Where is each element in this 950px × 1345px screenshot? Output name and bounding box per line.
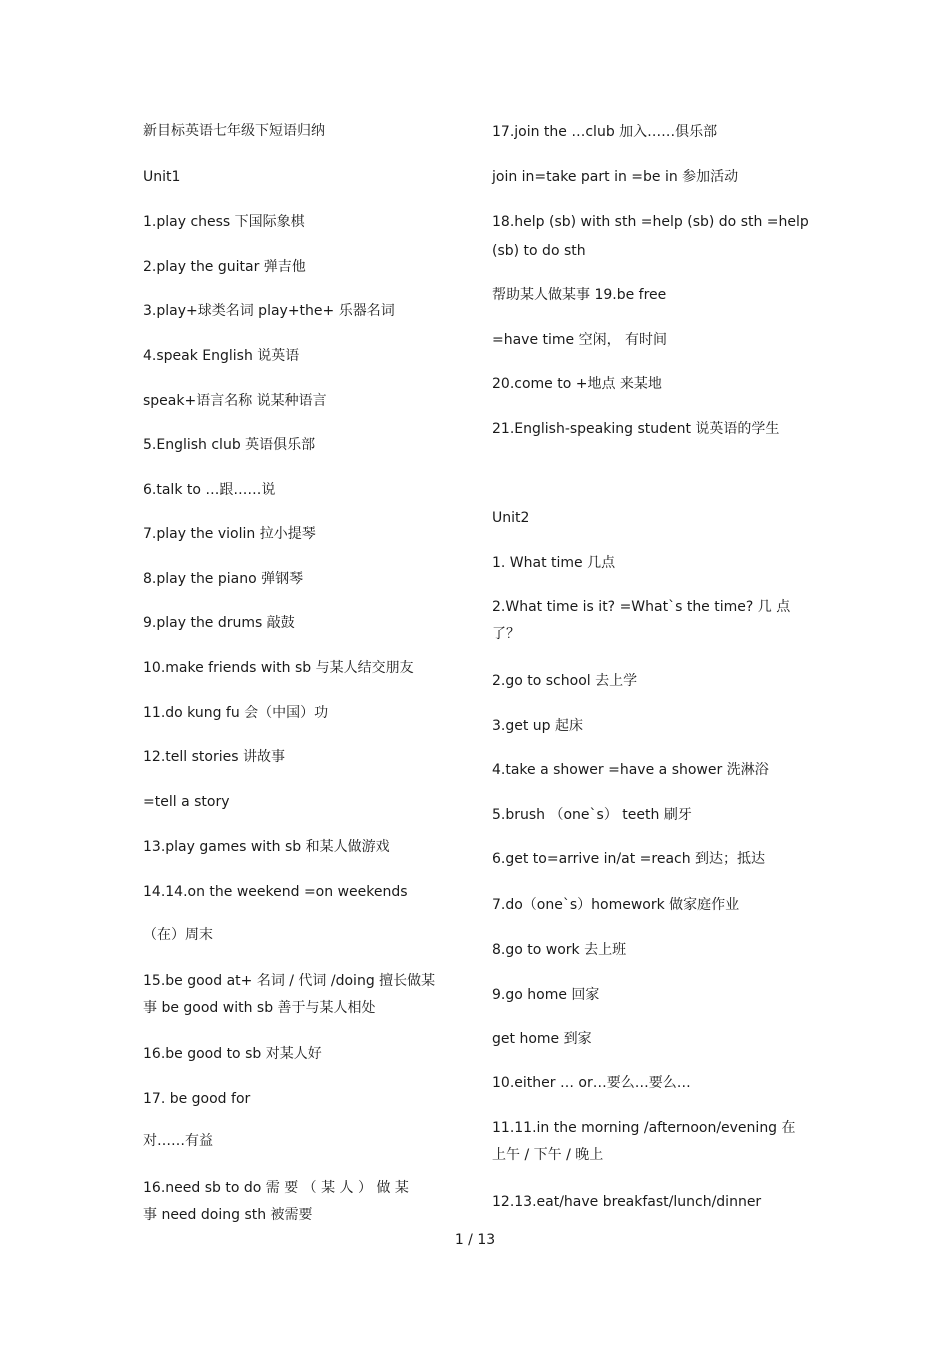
phrase-item: 2.play the guitar 弹吉他 [143, 259, 306, 275]
phrase-item: =have time 空闲， 有时间 [492, 332, 668, 348]
phrase-item: 对……有益 [143, 1133, 213, 1149]
phrase-item: 6.talk to …跟……说 [143, 482, 276, 498]
phrase-item: 12.13.eat/have breakfast/lunch/dinner [492, 1194, 762, 1210]
phrase-item: 16.need sb to do 需 要 （ 某 人 ） 做 某 [143, 1180, 409, 1196]
phrase-item: 7.do（one`s）homework 做家庭作业 [492, 897, 740, 913]
phrase-item: 11.11.in the morning /afternoon/evening 在 [492, 1120, 796, 1136]
phrase-item: 17.join the …club 加入……俱乐部 [492, 124, 718, 140]
phrase-item: 4.speak English 说英语 [143, 348, 300, 364]
phrase-item: 17. be good for [143, 1091, 251, 1107]
phrase-item: 事 be good with sb 善于与某人相处 [143, 1000, 376, 1016]
unit-heading: Unit1 [143, 169, 181, 185]
phrase-item: 1. What time 几点 [492, 555, 616, 571]
phrase-item: 10.make friends with sb 与某人结交朋友 [143, 660, 414, 676]
phrase-item: 3.get up 起床 [492, 718, 584, 734]
page-indicator: 1 / 13 [454, 1232, 496, 1248]
phrase-item: 帮助某人做某事 19.be free [492, 287, 667, 303]
phrase-item: 5.brush （one`s） teeth 刷牙 [492, 807, 692, 823]
phrase-item: 12.tell stories 讲故事 [143, 749, 285, 765]
phrase-item: =tell a story [143, 794, 230, 810]
phrase-item: get home 到家 [492, 1031, 592, 1047]
phrase-item: 4.take a shower =have a shower 洗淋浴 [492, 762, 769, 778]
phrase-item: (sb) to do sth [492, 243, 586, 259]
phrase-item: 2.go to school 去上学 [492, 673, 638, 689]
phrase-item: 16.be good to sb 对某人好 [143, 1046, 322, 1062]
phrase-item: 8.play the piano 弹钢琴 [143, 571, 304, 587]
phrase-item: 3.play+球类名词 play+the+ 乐器名词 [143, 303, 395, 319]
phrase-item: （在）周末 [143, 927, 213, 943]
phrase-item: 11.do kung fu 会（中国）功 [143, 705, 329, 721]
phrase-item: 5.English club 英语俱乐部 [143, 437, 316, 453]
phrase-item: 15.be good at+ 名词 / 代词 /doing 擅长做某 [143, 973, 436, 989]
phrase-item: 上午 / 下午 / 晚上 [492, 1147, 604, 1163]
phrase-item: 9.play the drums 敲鼓 [143, 615, 295, 631]
phrase-item: 9.go home 回家 [492, 987, 600, 1003]
phrase-item: 10.either … or…要么…要么… [492, 1075, 691, 1091]
phrase-item: 1.play chess 下国际象棋 [143, 214, 305, 230]
phrase-item: join in=take part in =be in 参加活动 [492, 169, 739, 185]
phrase-item: 7.play the violin 拉小提琴 [143, 526, 316, 542]
phrase-item: 6.get to=arrive in/at =reach 到达；抵达 [492, 851, 766, 867]
phrase-item: 2.What time is it? =What`s the time? 几 点 [492, 599, 791, 615]
phrase-item: 了？ [492, 626, 520, 642]
phrase-item: 14.14.on the weekend =on weekends [143, 884, 408, 900]
phrase-item: 事 need doing sth 被需要 [143, 1207, 313, 1223]
phrase-item: speak+语言名称 说某种语言 [143, 393, 327, 409]
phrase-item: 8.go to work 去上班 [492, 942, 627, 958]
phrase-item: 20.come to +地点 来某地 [492, 376, 662, 392]
phrase-item: 13.play games with sb 和某人做游戏 [143, 839, 390, 855]
phrase-item: 18.help (sb) with sth =help (sb) do sth =help [492, 214, 809, 230]
document-title: 新目标英语七年级下短语归纳 [143, 123, 325, 139]
phrase-item: 21.English-speaking student 说英语的学生 [492, 421, 780, 437]
unit-heading: Unit2 [492, 510, 530, 526]
